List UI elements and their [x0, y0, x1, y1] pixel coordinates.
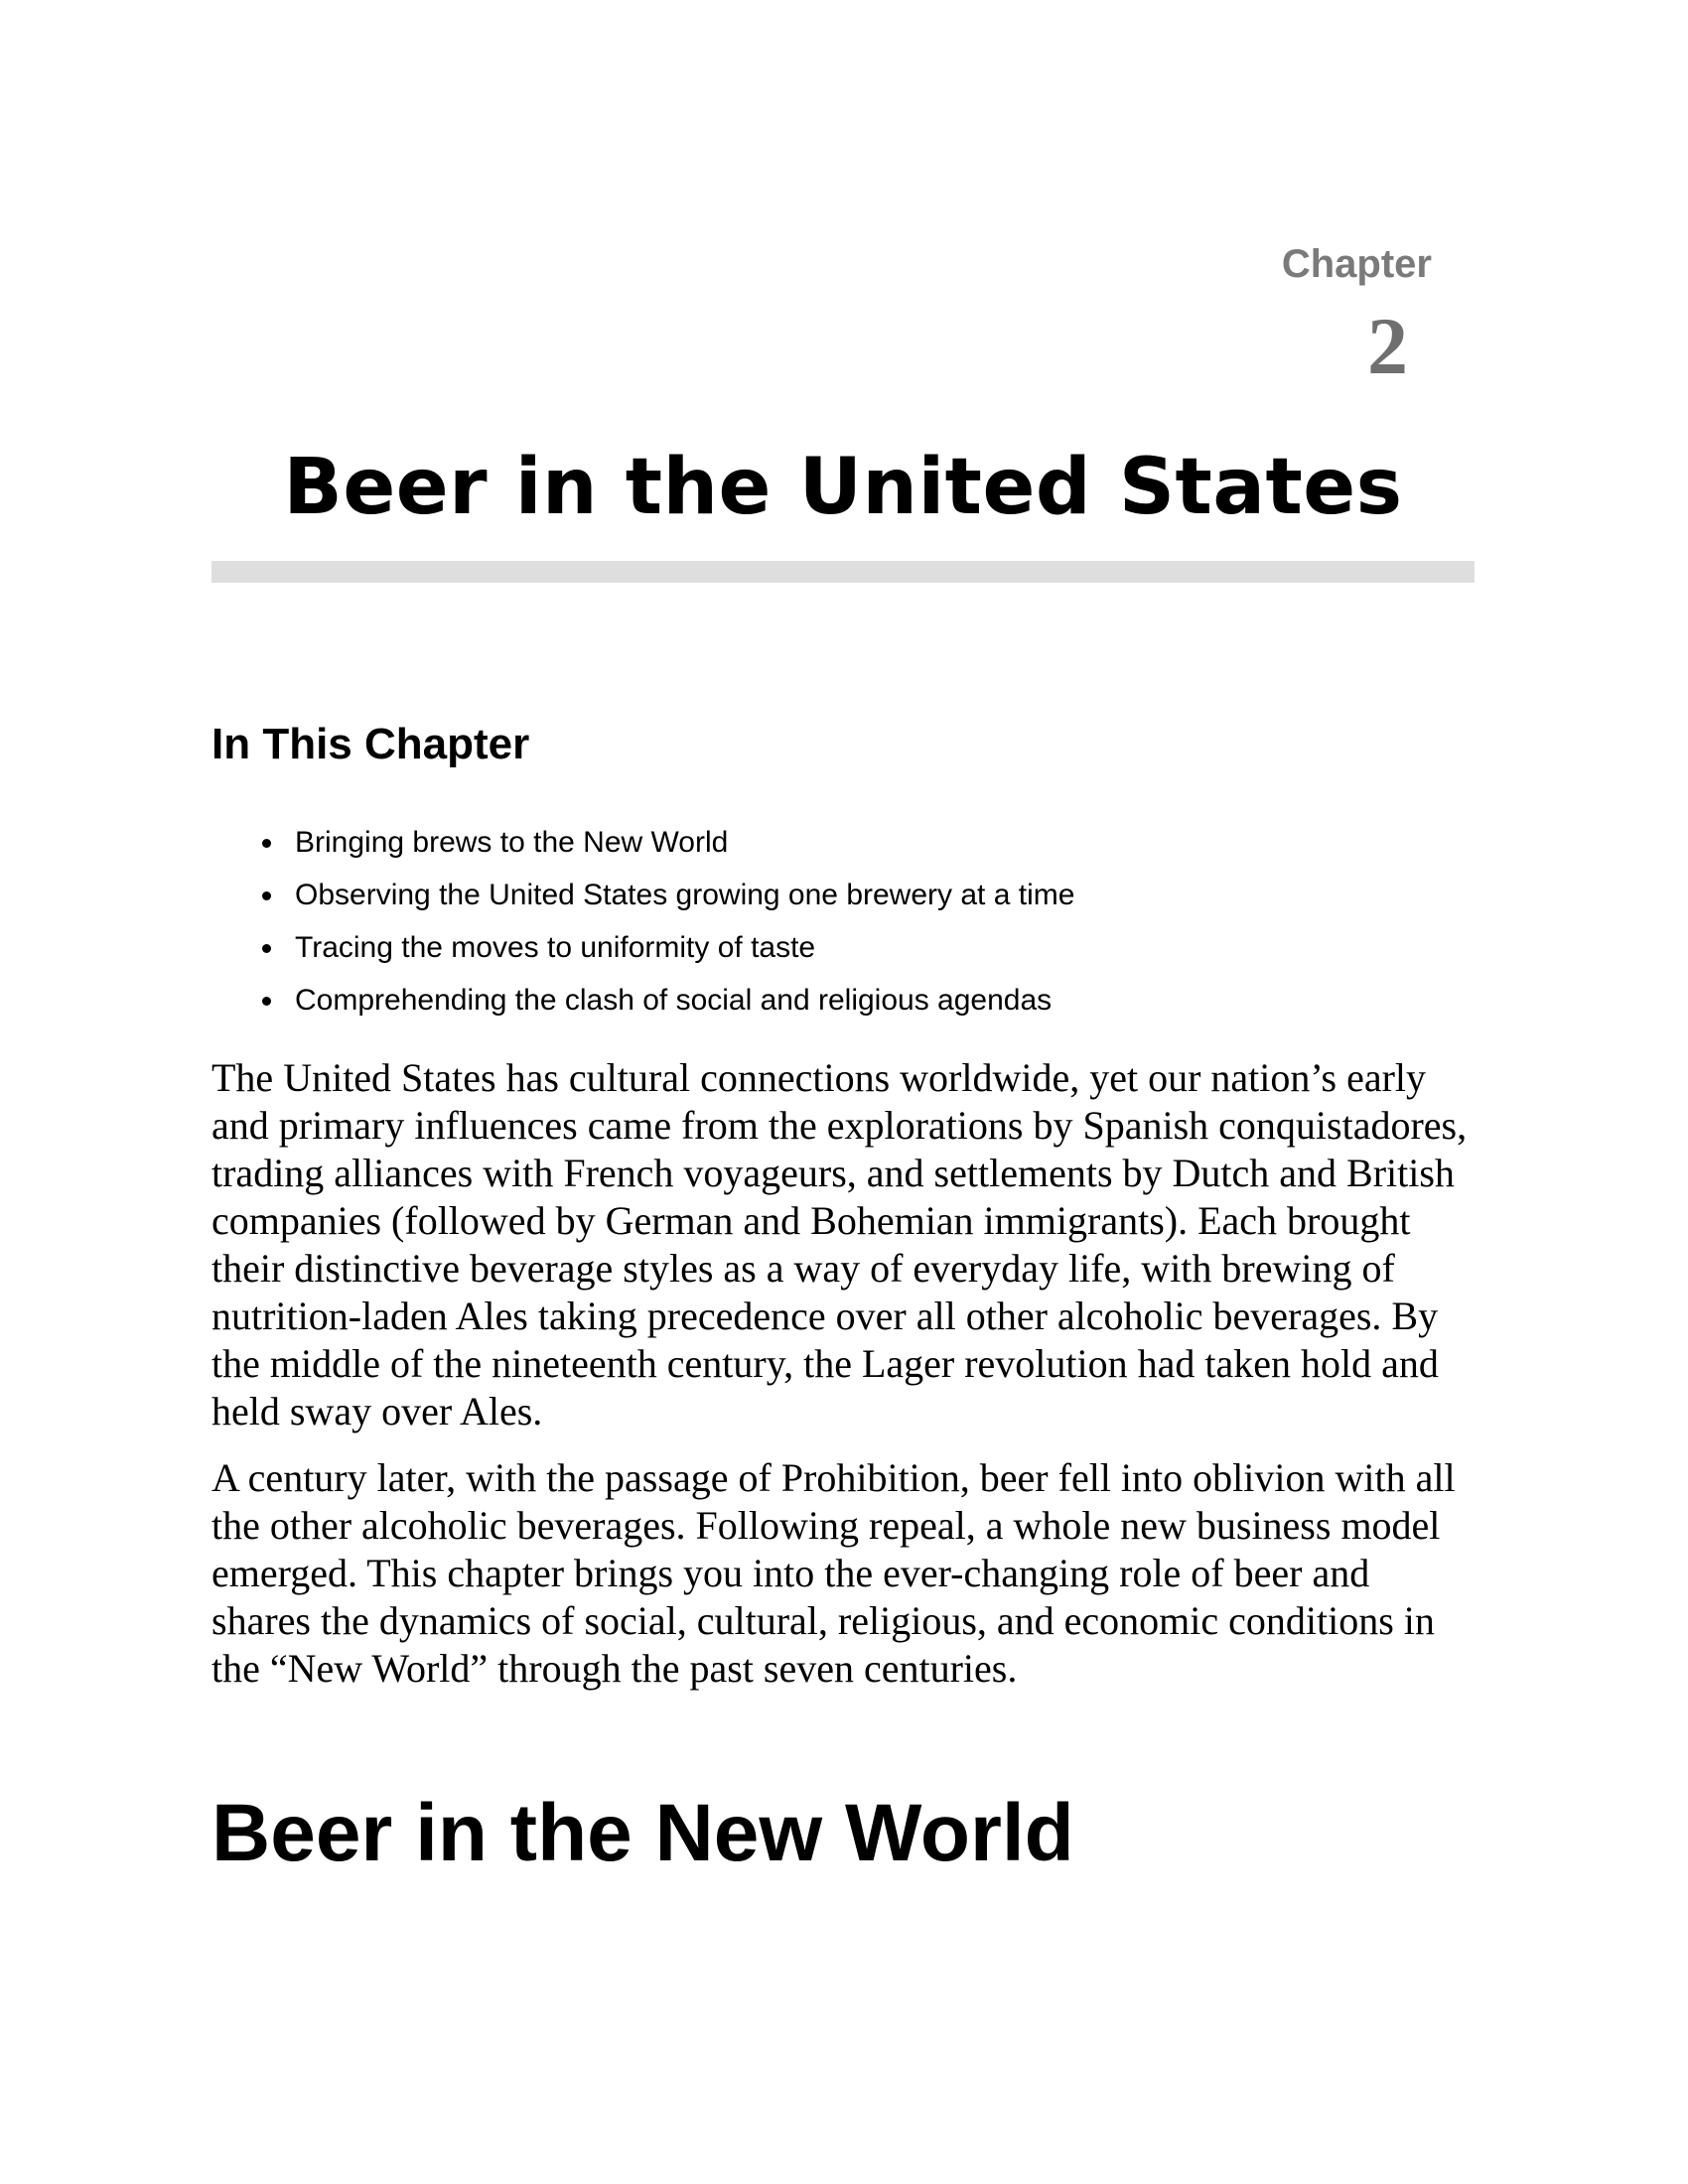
chapter-topics-list: [211, 816, 1475, 1026]
list-item-text: Observing the United States growing one brewery at a time: [295, 879, 1075, 911]
list-item-text: Bringing brews to the New World: [295, 826, 729, 859]
chapter-number: 2: [1367, 301, 1408, 391]
bullet-icon: [262, 997, 271, 1006]
list-item: [211, 816, 1475, 869]
list-item: [211, 869, 1475, 921]
body-paragraph: The United States has cultural connections worldwide, yet our nation’s early and primary influences came from the explorations by Spanish conquistadores, trading alliances with French voyageurs, and settlements by Dutch and British companies (followed by German and Bohemian immigrants). Each brought their distinctive beverage styles as a way of everyday life, with brewing of nutrition-laden Ales taking precedence over all other alcoholic beverages. By the middle of the nineteenth century, the Lager revolution had taken hold and held sway over Ales.: [211, 1055, 1468, 1433]
list-item: [211, 974, 1475, 1026]
bullet-icon: [262, 944, 271, 953]
chapter-title: Beer in the United States: [283, 443, 1403, 532]
list-item-text: Tracing the moves to uniformity of taste: [295, 931, 816, 964]
list-item-text: Comprehending the clash of social and religious agendas: [295, 984, 1053, 1017]
list-item: [211, 921, 1475, 974]
bullet-icon: [262, 891, 271, 900]
body-paragraph: A century later, with the passage of Prohibition, beer fell into oblivion with all the other alcoholic beverages. Following repeal, a whole new business model emerged. This chapter brings you into the ever-changing role of beer and shares the dynamics of social, cultural, religious, and economic conditions in the “New World” through the past seven centuries.: [211, 1455, 1456, 1691]
chapter-label: Chapter: [1281, 242, 1432, 286]
title-divider: [211, 561, 1475, 583]
bullet-icon: [262, 839, 271, 848]
section-heading: Beer in the New World: [211, 1788, 1074, 1878]
in-this-chapter-heading: In This Chapter: [211, 720, 530, 768]
